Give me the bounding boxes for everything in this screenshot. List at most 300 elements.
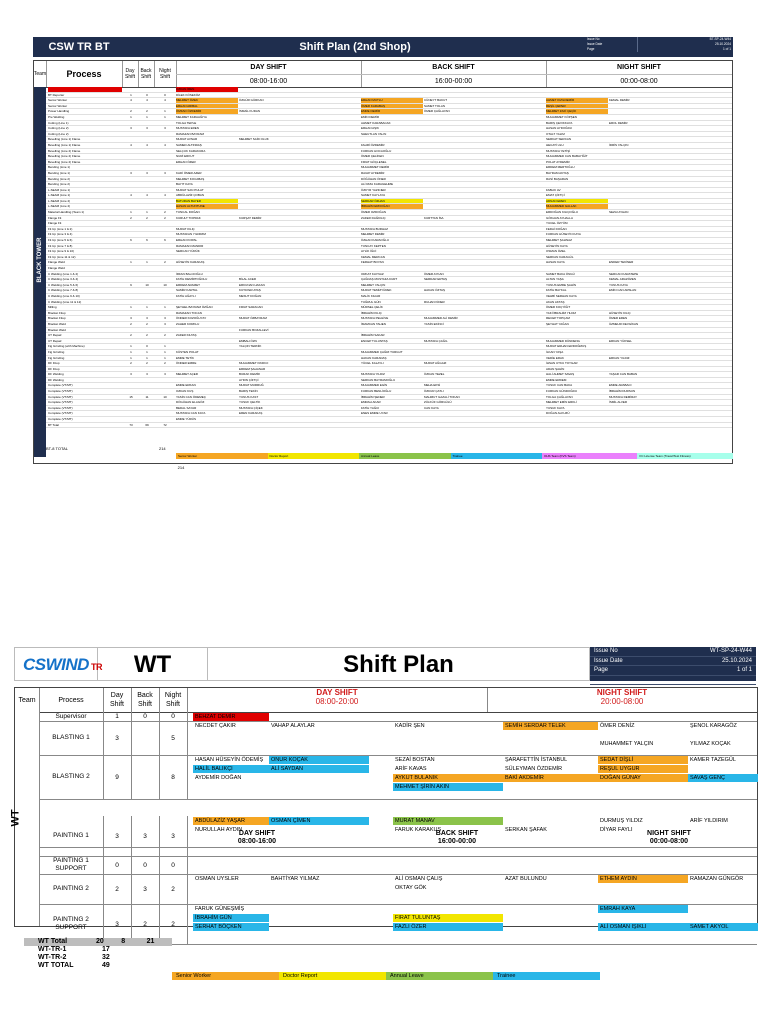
name-cell [424, 283, 486, 288]
name-cell [609, 154, 671, 159]
night-count: 4 [164, 142, 166, 147]
night-count [156, 232, 174, 237]
back-count [140, 165, 154, 170]
name-cell: MUSTAFA PEHLİVE [361, 316, 389, 321]
name-cell: MUHAMMET YALÇIN [600, 741, 654, 747]
name-cell [239, 121, 301, 126]
day-count [124, 165, 138, 170]
night-count: 2 [164, 333, 166, 338]
name-cell [609, 300, 671, 305]
day-count [124, 227, 138, 232]
process-cell: Complete (VT/MT) [48, 394, 73, 399]
name-cell: MEHMET KARAAĞIYA [176, 114, 207, 119]
name-cell: MESUT DOĞAN [239, 293, 262, 298]
name-cell: ÖMER AYKAN [424, 271, 444, 276]
back-count [140, 121, 154, 126]
name-cell [424, 227, 486, 232]
name-cell: FURKAN GÜNDOĞDU [546, 389, 578, 394]
name-cell: BAKİ AKDEMİR [503, 774, 598, 782]
process-cell: Fit Up (Line 3 & 4) [48, 232, 73, 237]
back-count: 69 [145, 422, 149, 427]
name-cell: MUHAMMED ALİ DEMİR [424, 316, 458, 321]
name-cell [239, 149, 301, 154]
back-count [140, 149, 154, 154]
meta-value: 1 of 1 [736, 667, 752, 673]
total-row [24, 962, 186, 970]
process-cell: Bracket Weld [48, 327, 66, 332]
day-shift-header [187, 688, 488, 713]
name-cell: SEDAT DİŞLİ [598, 756, 688, 764]
name-cell [609, 165, 671, 170]
name-cell [546, 333, 608, 338]
night-count [156, 277, 174, 282]
back-count [140, 294, 154, 299]
name-cell: HAKAN KARADAŞ [361, 355, 387, 360]
name-cell [609, 378, 671, 383]
legend-item: Trainee [451, 453, 543, 459]
back-count [140, 154, 154, 159]
night-count: 72 [163, 422, 167, 427]
name-cell: BATURAN BAYER [176, 199, 238, 204]
day-count [124, 121, 138, 126]
night-count: 2 [159, 904, 188, 944]
name-cell: EMRE ERDEM [546, 377, 567, 382]
name-cell [424, 93, 486, 98]
name-cell: YUSUF CAN BAKA [546, 383, 573, 388]
name-cell: FIRAT TULUNTAŞ [393, 914, 503, 922]
night-count: 3 [164, 126, 166, 131]
meta-key: Page [585, 47, 638, 52]
back-count: 2 [146, 361, 148, 366]
day-count [124, 383, 138, 388]
name-cell: MUHAMMET DEMİR [361, 165, 390, 170]
name-cell [609, 244, 671, 249]
name-cell [176, 339, 238, 344]
name-cell [609, 350, 671, 355]
sub-day-shift: DAY SHIFT 08:00-16:00 [237, 830, 277, 845]
process-cell: Complete (VT/MT) [48, 400, 73, 405]
name-cell: ÖMER KOÇYİĞİT [546, 305, 571, 310]
day-count: 1 [130, 349, 132, 354]
day-count [124, 389, 138, 394]
legend-item: Trainee [493, 972, 600, 980]
night-count [156, 249, 174, 254]
process-cell: Senior Worker [48, 98, 68, 103]
name-cell: RAMAZAN GÜNGÖR [690, 876, 744, 882]
team-name: WT [9, 809, 22, 827]
name-cell [424, 143, 486, 148]
back-count [140, 266, 154, 271]
day-count: 2 [130, 361, 132, 366]
name-cell [609, 115, 671, 120]
name-cell: MUSTAFA ÇİÇEK [239, 405, 263, 410]
name-cell [609, 171, 671, 176]
name-cell [424, 115, 486, 120]
name-cell [424, 126, 486, 131]
day-count-header: Day Shift [122, 61, 139, 87]
back-count: 1 [146, 260, 148, 265]
table-row [39, 755, 757, 800]
process-cell: Flange Fit [48, 215, 62, 220]
name-cell [609, 177, 671, 182]
name-cell: REŞUL UYGUR [598, 765, 688, 773]
day-count: 2 [130, 333, 132, 338]
name-cell [239, 171, 301, 176]
name-cell [239, 165, 301, 170]
name-cell: MEHMET EMİN ERKLİ [546, 400, 577, 405]
name-cell: AYDEMİR DOĞAN [195, 775, 242, 781]
name-cell: İBRAHİM KILIÇ [361, 310, 382, 315]
name-cell: EMİN CAN ARSLAN [609, 288, 637, 293]
name-cell: TUNCAL DOĞAN [176, 210, 200, 215]
name-cell [609, 188, 671, 193]
process-cell: BLASTING 1 [39, 721, 104, 755]
legend-item: FC License Team (Travel/Test Fitness) [637, 453, 732, 459]
name-cell [176, 367, 238, 372]
legend-item: OHS Team (KVS Team) [542, 453, 637, 459]
team-name: BLACK TOWER [37, 237, 43, 283]
name-cell: MEHMET ÖZEK [176, 98, 238, 103]
day-count [124, 288, 138, 293]
total-day: 49 [102, 962, 110, 969]
name-cell [424, 378, 486, 383]
name-cell: ÖMFAD ÖZDEMİR [176, 109, 238, 114]
night-count: 2 [159, 874, 188, 904]
bt-total-label: BT-8 TOTAL [46, 446, 68, 451]
night-count-header: Night Shift [159, 688, 188, 713]
issue-meta [585, 37, 733, 57]
name-cell: FAZLI ÖZER [393, 923, 503, 931]
day-count [124, 199, 138, 204]
sub-back-shift: BACK SHIFT 16:00-00:00 [435, 830, 479, 845]
night-count [156, 288, 174, 293]
name-cell: ALİ OSMAN IŞIKLI [598, 923, 688, 931]
name-cell: HAKAN ÖZTAŞ [424, 288, 445, 293]
back-count: 6 [146, 238, 148, 243]
process-cell: L-SEAM (Line 1) [48, 193, 71, 198]
name-cell: ERHAN KOPAL [176, 238, 198, 243]
name-cell [609, 132, 671, 137]
total-back [130, 946, 158, 954]
name-cell [424, 204, 486, 209]
back-count [140, 204, 154, 209]
process-cell: Complete (VT/MT) [48, 405, 73, 410]
name-cell: ENCEP TULUNTAŞ [361, 338, 388, 343]
night-count [156, 255, 174, 260]
name-cell: SHEUTLAN YALIN [361, 131, 387, 136]
night-count [156, 121, 174, 126]
name-cell: YALÇIN TERNİK [239, 344, 262, 349]
meta-value [664, 676, 756, 685]
name-cell [609, 367, 671, 372]
name-cell: ERHAN AŞIK [361, 126, 380, 131]
name-cell [424, 199, 486, 204]
name-cell: FATİH YAĞCI [361, 405, 380, 410]
name-cell: YUNUS KAYA [609, 282, 628, 287]
name-cell [239, 238, 301, 243]
name-cell [361, 367, 423, 372]
name-cell: BAYRAM AKTAŞ [546, 170, 569, 175]
name-cell: MURAT AVNAR [176, 137, 198, 142]
name-cell: HALİ AHMET SAVAŞ [546, 372, 575, 377]
name-cell [424, 367, 486, 372]
day-count: 1 [130, 260, 132, 265]
name-cell: İLKAN YAŞA [546, 349, 564, 354]
name-cell: MURAT TEMİZYÜREK [361, 288, 392, 293]
meta-row [590, 647, 756, 657]
process-cell: Complete (VT/MT) [48, 383, 73, 388]
name-cell [239, 93, 301, 98]
day-count: 9 [130, 282, 132, 287]
legend-item: Doctor Report [279, 972, 386, 980]
process-cell: Cutting (Line 1) [48, 120, 69, 125]
name-cell: HÜSEYİN KILIÇ [609, 310, 631, 315]
day-shift-header [176, 61, 362, 87]
process-cell: Complete (VT/MT) [48, 417, 73, 422]
meta-key: Page [594, 667, 609, 673]
name-cell [609, 182, 671, 187]
back-count [140, 199, 154, 204]
back-shift-label: BACK SHIFT [361, 61, 546, 75]
total-back [130, 962, 158, 970]
name-cell: FEDAİ DOĞAN [546, 226, 567, 231]
night-count: 1 [164, 355, 166, 360]
night-count [156, 266, 174, 271]
name-cell: EMRE ERKAN [176, 383, 196, 388]
name-cell: İHSAN UTKU TOYGAR [546, 361, 578, 366]
back-count [140, 367, 154, 372]
back-count-header: Back Shift [138, 61, 155, 87]
shift-plan-title: Shift Plan [208, 647, 590, 681]
name-cell: FURKAN HOCAOĞLU [361, 148, 392, 153]
name-cell [176, 255, 238, 260]
day-count: 6 [130, 238, 132, 243]
back-count [131, 721, 160, 755]
name-cell: AYLİK İĞCİ [361, 249, 377, 254]
meta-key: Issue No [585, 37, 638, 42]
name-cell: YUCEL ÖZYÜM [546, 221, 568, 226]
night-count [156, 411, 174, 416]
name-cell: BAHTİYAR YILMAZ [271, 876, 320, 882]
name-cell: EMRAH KAYA [598, 905, 688, 913]
total-night [158, 962, 186, 970]
name-cell: OSMAN ÇİMEN [269, 817, 369, 825]
night-count [156, 87, 174, 92]
night-count [156, 383, 174, 388]
name-cell: DÖGÜHAN ELAGÖZ [176, 400, 205, 405]
name-cell [424, 160, 486, 165]
name-cell [239, 272, 301, 277]
name-cell: ONUR KOÇAK [269, 756, 369, 764]
name-cell [239, 232, 301, 237]
process-cell: Fig Grinding (with Machine) [48, 344, 85, 349]
process-cell: C Welding (Line 7 & 8) [48, 288, 79, 293]
name-cell [609, 93, 671, 98]
name-cell: VAHAP ALAYLAR [271, 723, 315, 729]
back-count [140, 417, 154, 422]
name-cell: GÖKHAN AYHALLA [546, 215, 573, 220]
name-cell: MURAT AĞGAZI [424, 361, 447, 366]
back-count [140, 400, 154, 405]
name-cell: KADİ ÖMER AZER [176, 170, 202, 175]
name-cell: EMRE YÜRÜS [176, 417, 196, 422]
process-cell: Bevelling (Line 2) Flame [48, 154, 81, 159]
name-cell: İSMAİL KUDAN [239, 109, 261, 114]
name-cell: HASAN ALTUNTUNE [176, 204, 238, 209]
name-cell [546, 93, 608, 98]
name-cell: YÜCEL KALAYLI [361, 361, 384, 366]
meta-key [590, 676, 664, 685]
name-cell [609, 411, 671, 416]
name-cell [609, 204, 671, 209]
name-cell [176, 344, 238, 349]
back-count: 2 [131, 904, 160, 944]
day-count [124, 411, 138, 416]
name-cell [609, 232, 671, 237]
name-cell: RAMAZAN MANDIR [176, 243, 204, 248]
name-cell [239, 143, 301, 148]
back-count [140, 272, 154, 277]
table-row [46, 423, 732, 429]
name-cell: OKTAY GÖK [395, 885, 427, 891]
name-cell: EREN KARAKAŞ [239, 411, 263, 416]
name-cell: ÖMER OZDOĞAN [361, 210, 387, 215]
process-cell: Bending (Line 2) [48, 176, 71, 181]
process-cell: UT Repair [48, 338, 62, 343]
process-cell: Flange Fit [48, 221, 62, 226]
name-cell: SEZAİ BOSTAN [395, 757, 435, 763]
back-shift-time: 16:00-00:00 [434, 78, 473, 85]
name-cell: KAMER TAZEGÜL [690, 757, 736, 763]
name-cell: FURKAN BENLİOĞLU [361, 389, 392, 394]
table-body [46, 87, 732, 428]
night-count: 0 [164, 92, 166, 97]
name-cell: EMİN DEMİR [361, 114, 379, 119]
name-cell: EMRAH AKAR [361, 400, 381, 405]
name-cell [546, 423, 608, 428]
day-count [124, 378, 138, 383]
name-cell: RAGIP AYDEMİR [361, 170, 385, 175]
day-count: 4 [130, 142, 132, 147]
name-cell: ARİF YILDIRIM [690, 818, 728, 824]
name-cell [609, 137, 671, 142]
process-cell: PAINTING 1 SUPPORT [39, 856, 104, 874]
name-cell: SERDAR ERTAŞ [424, 277, 448, 282]
name-cell: HECATİ ULU [546, 142, 564, 147]
name-cell [424, 154, 486, 159]
name-cell [609, 149, 671, 154]
total-night [158, 954, 186, 962]
night-shift-header [487, 688, 757, 713]
back-count [140, 249, 154, 254]
day-count: 2 [130, 109, 132, 114]
process-cell: Complete (VT/MT) [48, 411, 73, 416]
name-cell [424, 177, 486, 182]
name-cell: KURŞAT DEMİR [239, 215, 262, 220]
table-row [39, 856, 757, 875]
team-label-bar [9, 712, 40, 926]
wt-shift-plan-sheet [0, 640, 768, 980]
name-cell: MUSTAFA ÇAĞIL [424, 338, 448, 343]
name-cell: RUHAN KİDER [424, 299, 445, 304]
name-cell: İBRAHİM SAKAR [361, 333, 385, 338]
day-count [124, 177, 138, 182]
name-cell: DOĞAN GÜNAY [598, 774, 688, 782]
name-cell: ALİ SAYDAN [269, 765, 369, 773]
name-cell [239, 227, 301, 232]
bt-shift-plan-sheet [0, 30, 768, 470]
name-cell: MÜRSEL ÇELİK [361, 305, 383, 310]
name-cell: MUHAMMED DÜNDENG [546, 338, 580, 343]
name-cell: ÖMER ÇELİKEN [361, 154, 384, 159]
back-count: 3 [146, 372, 148, 377]
name-cell [239, 350, 301, 355]
wt-shift-table [9, 687, 758, 931]
total-back: 8 [121, 938, 126, 945]
name-cell: REŞİL ÇEPER [546, 104, 608, 109]
name-cell: ERDOĞAN KILIÇOĞLU [546, 210, 579, 215]
back-count: 3 [146, 316, 148, 321]
back-count [140, 87, 154, 92]
name-cell: FAHRİ ÖZDEMİR [361, 142, 385, 147]
day-count: 1 [130, 210, 132, 215]
legend-item: Annual Leave [386, 972, 493, 980]
name-cell: MURAT SAN PULAT [176, 187, 204, 192]
name-cell: BEDAL SAYAR [176, 405, 197, 410]
name-cell [424, 210, 486, 215]
name-cell: ŞEYHEL BAYRAM ÖZĞAN [176, 305, 213, 310]
process-cell: Material Handling (Team 1) [48, 210, 85, 215]
name-cell: İMAMCAN TAHEN [361, 321, 386, 326]
name-cell: SEMİH SERDAR TELEK [503, 722, 598, 730]
back-count: 3 [131, 874, 160, 904]
name-cell [239, 204, 301, 209]
process-cell: Power Handling [48, 109, 70, 114]
night-count [156, 389, 174, 394]
name-cell: ÖZGÜR GÜRKAN [239, 98, 264, 103]
name-cell: ADNAN EREN [546, 199, 608, 204]
grand-total: 214 [177, 465, 185, 470]
night-count: 1 [164, 114, 166, 119]
day-count: 3 [130, 126, 132, 131]
process-cell [48, 87, 122, 92]
name-cell: MEHA EKSİ [424, 383, 441, 388]
name-cell [361, 266, 423, 271]
day-shift-time: 08:00-16:00 [249, 78, 288, 85]
name-cell: SEZAI AYHAN [609, 210, 629, 215]
back-count [140, 160, 154, 165]
back-count [140, 137, 154, 142]
night-count: 2 [164, 215, 166, 220]
shift-table [33, 60, 733, 470]
night-count [156, 406, 174, 411]
name-cell [609, 193, 671, 198]
name-cell: ERKAN YILDIZ [609, 355, 630, 360]
name-cell: BİLAL ACER [239, 277, 257, 282]
name-cell: ARİF KAVAS [395, 766, 427, 772]
meta-row [585, 47, 733, 52]
name-cell [424, 423, 486, 428]
back-count: 2 [146, 333, 148, 338]
name-cell [609, 333, 671, 338]
process-cell: Fig Grinding [48, 349, 65, 354]
name-cell: HÜSEYİN KARAKAŞ [176, 260, 205, 265]
meta-value: 25.10.2024 [715, 42, 731, 46]
name-cell [176, 266, 238, 271]
back-count [140, 378, 154, 383]
name-cell: ZÜLKÜF GÖRGÜLÜ [424, 400, 452, 405]
back-count [131, 755, 160, 799]
